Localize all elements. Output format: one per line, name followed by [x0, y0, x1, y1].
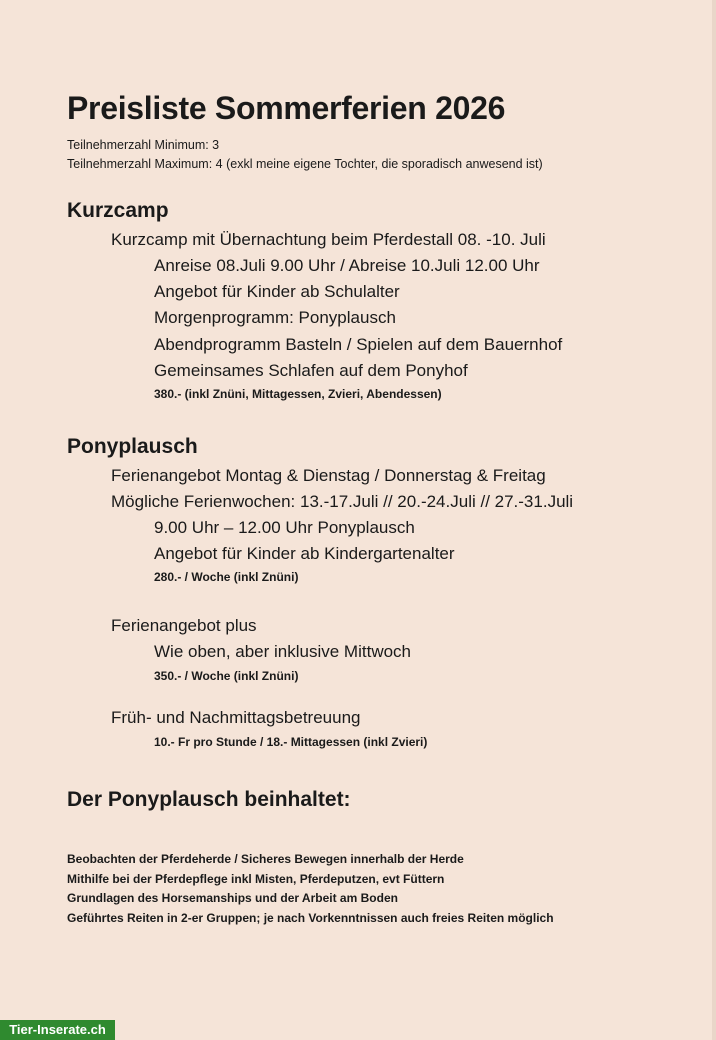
kurzcamp-detail: Morgenprogramm: Ponyplausch — [154, 308, 396, 327]
ponyplausch-detail: Angebot für Kinder ab Kindergartenalter — [154, 544, 455, 563]
betreuung-price: 10.- Fr pro Stunde / 18.- Mittagessen (inkl Zvieri) — [154, 735, 428, 749]
participants-max: Teilnehmerzahl Maximum: 4 (exkl meine eigene Tochter, die sporadisch anwesend ist) — [67, 157, 543, 171]
kurzcamp-detail: Gemeinsames Schlafen auf dem Ponyhof — [154, 361, 468, 380]
kurzcamp-heading: Kurzcamp — [67, 199, 169, 222]
page-edge — [712, 0, 716, 1040]
ponyplausch-offer: Ferienangebot Montag & Dienstag / Donnerstag & Freitag — [111, 466, 546, 485]
plus-heading: Ferienangebot plus — [111, 616, 257, 635]
betreuung-heading: Früh- und Nachmittagsbetreuung — [111, 708, 361, 727]
includes-heading: Der Ponyplausch beinhaltet: — [67, 788, 351, 811]
includes-item: Beobachten der Pferdeherde / Sicheres Bewegen innerhalb der Herde — [67, 852, 464, 866]
kurzcamp-detail: Abendprogramm Basteln / Spielen auf dem Bauernhof — [154, 335, 563, 354]
ponyplausch-price: 280.- / Woche (inkl Znüni) — [154, 570, 299, 584]
ponyplausch-weeks: Mögliche Ferienwochen: 13.-17.Juli // 20.-24.Juli // 27.-31.Juli — [111, 492, 574, 511]
plus-detail: Wie oben, aber inklusive Mittwoch — [154, 642, 412, 661]
kurzcamp-detail: Angebot für Kinder ab Schulalter — [154, 282, 400, 301]
watermark-logo[interactable]: Tier-Inserate.ch — [0, 1020, 115, 1040]
ponyplausch-detail: 9.00 Uhr – 12.00 Uhr Ponyplausch — [154, 518, 415, 537]
kurzcamp-price: 380.- (inkl Znüni, Mittagessen, Zvieri, Abendessen) — [154, 387, 442, 401]
includes-item: Geführtes Reiten in 2-er Gruppen; je nach Vorkenntnissen auch freies Reiten möglich — [67, 911, 554, 925]
plus-price: 350.- / Woche (inkl Znüni) — [154, 669, 299, 683]
participants-min: Teilnehmerzahl Minimum: 3 — [67, 138, 220, 152]
includes-item: Grundlagen des Horsemanships und der Arbeit am Boden — [67, 891, 398, 905]
kurzcamp-detail: Anreise 08.Juli 9.00 Uhr / Abreise 10.Juli 12.00 Uhr — [154, 256, 540, 275]
kurzcamp-intro: Kurzcamp mit Übernachtung beim Pferdestall 08. -10. Juli — [111, 230, 546, 249]
page-title: Preisliste Sommerferien 2026 — [67, 90, 506, 126]
includes-item: Mithilfe bei der Pferdepflege inkl Misten, Pferdeputzen, evt Füttern — [67, 872, 445, 886]
ponyplausch-heading: Ponyplausch — [67, 435, 198, 458]
